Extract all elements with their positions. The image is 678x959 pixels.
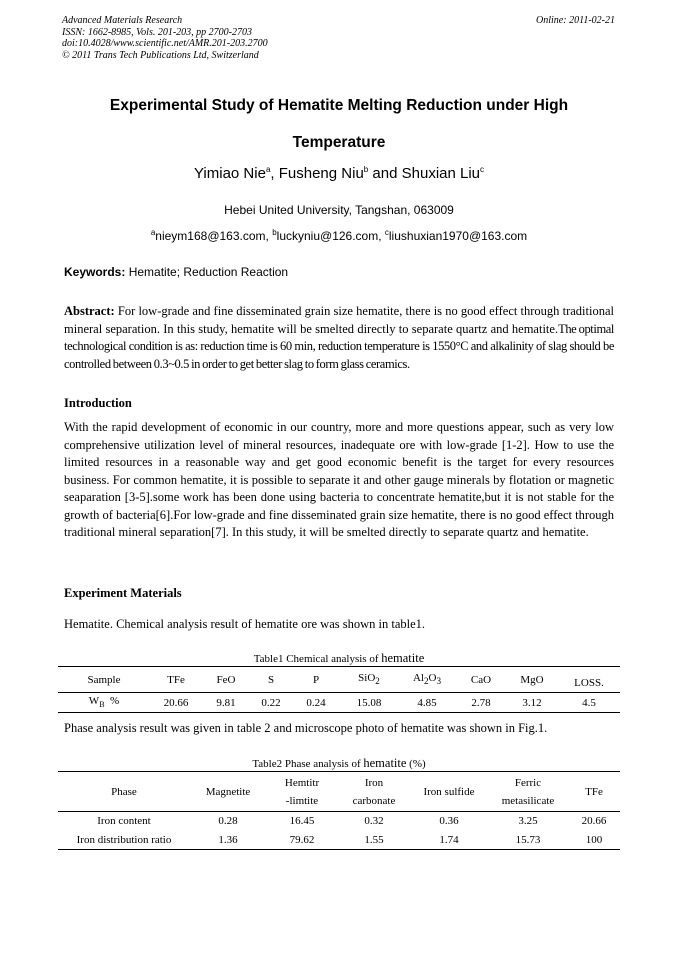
keywords-label: Keywords: xyxy=(64,265,126,279)
table-cell: 100 xyxy=(568,831,620,850)
introduction-heading: Introduction xyxy=(64,396,132,410)
email-marker: c xyxy=(384,228,389,237)
author-separator: and xyxy=(368,165,402,182)
journal-copyright: © 2011 Trans Tech Publications Ltd, Switzerland xyxy=(62,49,259,61)
al-text: Al xyxy=(412,672,424,685)
email-marker: b xyxy=(272,228,277,237)
paper-title-line1: Experimental Study of Hematite Melting Reduction under High xyxy=(109,97,569,114)
table-row-label: Iron distribution ratio xyxy=(58,831,190,850)
sio-text: SiO xyxy=(358,672,376,685)
header-line: carbonate xyxy=(352,794,396,807)
table-header-cell xyxy=(338,772,410,812)
table-cell: 0.36 xyxy=(410,812,488,831)
author-name: Yimiao Nie xyxy=(193,165,266,182)
table1-caption xyxy=(0,651,678,666)
table-header-cell: TFe xyxy=(568,772,620,812)
table1-caption-word: hematite xyxy=(381,651,425,665)
table-row-label: Iron content xyxy=(58,812,190,831)
table-row xyxy=(58,831,620,850)
table-header-cell: Sample xyxy=(58,667,150,693)
abstract-conditions: The optimal technological condition is as: reduction time is 60 min, reduction temperature is 1550°C and alkalinity of slag should be controlled between 0.3~0.5 in order to get better slag to form glass ceramics. xyxy=(64,321,614,371)
table-cell: 0.28 xyxy=(190,812,266,831)
header-line: -limtite xyxy=(285,794,319,807)
subscript: B xyxy=(99,700,105,710)
paper-title xyxy=(40,87,638,161)
affiliation: Hebei United University, Tangshan, 063009 xyxy=(224,203,454,217)
abstract-label: Abstract: xyxy=(64,304,115,318)
subscript: 2 xyxy=(375,676,380,687)
table-header-row xyxy=(58,772,620,812)
author-affil-marker: a xyxy=(265,165,271,174)
abstract xyxy=(64,303,614,373)
journal-doi: doi:10.4028/www.scientific.net/AMR.201-203.2700 xyxy=(62,38,268,49)
author-affil-marker: c xyxy=(480,165,485,174)
table-row-label xyxy=(58,693,150,713)
phase-analysis-table xyxy=(58,771,620,850)
header-line: Hemtitr xyxy=(284,776,320,789)
table-cell: 9.81 xyxy=(202,693,250,713)
journal-header xyxy=(62,15,268,61)
chemical-analysis-table xyxy=(58,666,620,713)
email-address: nieym168@163.com xyxy=(155,229,266,243)
table-header-cell: MgO xyxy=(506,667,558,693)
table-header-cell: P xyxy=(292,667,340,693)
materials-heading: Experiment Materials xyxy=(64,586,182,600)
author-name: Shuxian Liu xyxy=(401,165,481,182)
table-cell: 0.32 xyxy=(338,812,410,831)
table-cell: 4.5 xyxy=(558,693,620,713)
table-header-cell: Iron sulfide xyxy=(410,772,488,812)
email-marker: a xyxy=(150,228,156,237)
table-header-cell: TFe xyxy=(150,667,202,693)
subscript: 2 xyxy=(423,676,429,687)
email-address: liushuxian1970@163.com xyxy=(388,229,528,243)
table-header-cell xyxy=(266,772,338,812)
table-header-row xyxy=(58,667,620,693)
keywords-text: Hematite; Reduction Reaction xyxy=(125,265,289,279)
email-address: luckyniu@126.com xyxy=(276,229,379,243)
author-separator: , xyxy=(270,165,279,182)
abstract-text: For low-grade and fine disseminated grain size hematite, there is no good effect through traditional mineral separation. In this study, hematite will be smelted directly to separate quartz and hematite. xyxy=(64,304,614,336)
table-cell: 3.12 xyxy=(506,693,558,713)
table-cell: 15.73 xyxy=(488,831,568,850)
table-cell: 2.78 xyxy=(456,693,506,713)
table-header-cell xyxy=(398,667,456,693)
header-line: Iron xyxy=(364,776,384,789)
journal-issn: ISSN: 1662-8985, Vols. 201-203, pp 2700-2703 xyxy=(62,26,252,38)
header-line: metasilicate xyxy=(501,794,555,807)
journal-name: Advanced Materials Research xyxy=(62,15,183,26)
table-cell: 20.66 xyxy=(150,693,202,713)
table2-caption-word: hematite xyxy=(363,756,407,770)
table-cell: 20.66 xyxy=(568,812,620,831)
email-separator: , xyxy=(265,229,273,243)
author-name: Fusheng Niu xyxy=(278,165,364,182)
online-date: Online: 2011-02-21 xyxy=(536,15,615,26)
table-cell: 1.36 xyxy=(190,831,266,850)
table-header-cell xyxy=(340,667,398,693)
author-affil-marker: b xyxy=(363,165,369,174)
table-cell: 16.45 xyxy=(266,812,338,831)
table-cell: 4.85 xyxy=(398,693,456,713)
table-cell: 3.25 xyxy=(488,812,568,831)
table-header-cell: FeO xyxy=(202,667,250,693)
table-header-cell: S xyxy=(250,667,292,693)
email-separator: , xyxy=(378,229,385,243)
table-header-cell: CaO xyxy=(456,667,506,693)
subscript: 3 xyxy=(436,676,442,687)
table-header-cell: LOSS. xyxy=(558,667,620,693)
phase-analysis-text: Phase analysis result was given in table 2 and microscope photo of hematite was shown in Fig.1. xyxy=(64,721,548,735)
table-cell: 79.62 xyxy=(266,831,338,850)
author-list xyxy=(40,165,638,182)
paper-title-line2: Temperature xyxy=(292,134,386,151)
table-header-cell: Phase xyxy=(58,772,190,812)
table2-caption-suffix: (%) xyxy=(406,758,426,770)
materials-text: Hematite. Chemical analysis result of hematite ore was shown in table1. xyxy=(64,617,426,631)
header-line: Ferric xyxy=(514,776,542,789)
unit-text: % xyxy=(104,695,120,708)
keywords xyxy=(64,265,288,279)
table-header-cell xyxy=(488,772,568,812)
introduction-text: With the rapid development of economic in our country, more and more questions appear, such as very low comprehensive utilization level of mineral resources, inadequate ore with low-grade [1-2]. How to use the limited resources in a reasonable way and get good economic benefit is the target for every resources business. For common hematite, it is possible to separate it and other gauge minerals by flotation or magnetic seaparation [3-5].some work has been done using bacteria to concentrate hematite,but it is not stable for the growth of bacteria[6].For low-grade and fine disseminated grain size hematite, there is no good effect through traditional mineral separation[7]. In this study, it will be smelted directly to separate quartz and hematite. xyxy=(64,420,614,539)
table-row xyxy=(58,693,620,713)
table1-caption-prefix: Table1 Chemical analysis of xyxy=(253,653,382,665)
o-text: O xyxy=(428,672,437,685)
table-row xyxy=(58,812,620,831)
table-cell: 15.08 xyxy=(340,693,398,713)
table2-caption-prefix: Table2 Phase analysis of xyxy=(252,758,364,770)
table-cell: 1.55 xyxy=(338,831,410,850)
w-text: W xyxy=(88,695,100,708)
table-header-cell: Magnetite xyxy=(190,772,266,812)
table-cell: 0.22 xyxy=(250,693,292,713)
table-cell: 0.24 xyxy=(292,693,340,713)
author-emails xyxy=(40,228,638,243)
table2-caption xyxy=(0,756,678,771)
table-cell: 1.74 xyxy=(410,831,488,850)
